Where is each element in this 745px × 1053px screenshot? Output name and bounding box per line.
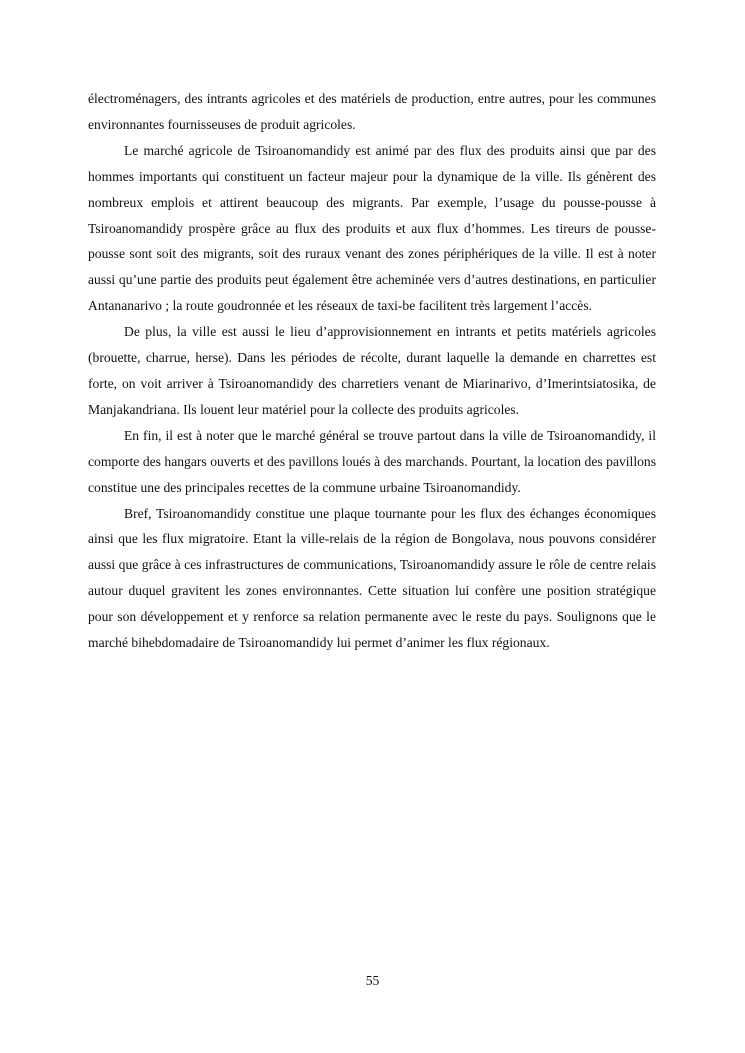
paragraph-general-market: En fin, il est à noter que le marché général se trouve partout dans la ville de Tsiroanomandidy, il comporte des hangars ouverts et des pavillons loués à des marchands. Pourtant, la location des pavillons constitue une des principales recettes de la commune urbaine Tsiroanomandidy. [88, 427, 656, 495]
paragraph-agricultural-market: Le marché agricole de Tsiroanomandidy est animé par des flux des produits ainsi que par des hommes importants qui constituent un facteur majeur pour la dynamique de la ville. Ils génèrent des nombreux emplois et attirent beaucoup des migrants. Par exemple, l’usage du pousse-pousse à Tsiroanomandidy prospère grâce au flux des produits et aux flux d’hommes. Les tireurs de pousse-pousse sont soit des migrants, soit des ruraux venant des zones périphériques de la ville. Il est à noter aussi qu’une partie des produits peut également être acheminée vers d’autres destinations, en particulier Antananarivo ; la route goudronnée et les réseaux de taxi-be facilitent très largement l’accès. [88, 142, 656, 314]
page-number: 55 [365, 973, 380, 988]
paragraph-supply: De plus, la ville est aussi le lieu d’approvisionnement en intrants et petits matériels agricoles (brouette, charrue, herse). Dans les périodes de récolte, durant laquelle la demande en charrettes est forte, on voit arriver à Tsiroanomandidy des charretiers venant de Miarinarivo, d’Imerintsiatosika, de Manjakandriana. Ils louent leur matériel pour la collecte des produits agricoles. [88, 324, 656, 417]
paragraph-conclusion: Bref, Tsiroanomandidy constitue une plaque tournante pour les flux des échanges économiques ainsi que les flux migratoire. Etant la ville-relais de la région de Bongolava, nous pouvons considérer aussi que grâce à ces infrastructures de communications, Tsiroanomandidy assure le rôle de centre relais autour duquel gravitent les zones environnantes. Cette situation lui confère une position stratégique pour son développement et y renforce sa relation permanente avec le reste du pays. Soulignons que le marché bihebdomadaire de Tsiroanomandidy lui permet d’animer les flux régionaux. [88, 505, 656, 651]
paragraph-continuation: électroménagers, des intrants agricoles et des matériels de production, entre autres, pour les communes environnantes fournisseuses de produit agricoles. [88, 91, 656, 132]
body-text [88, 86, 656, 656]
